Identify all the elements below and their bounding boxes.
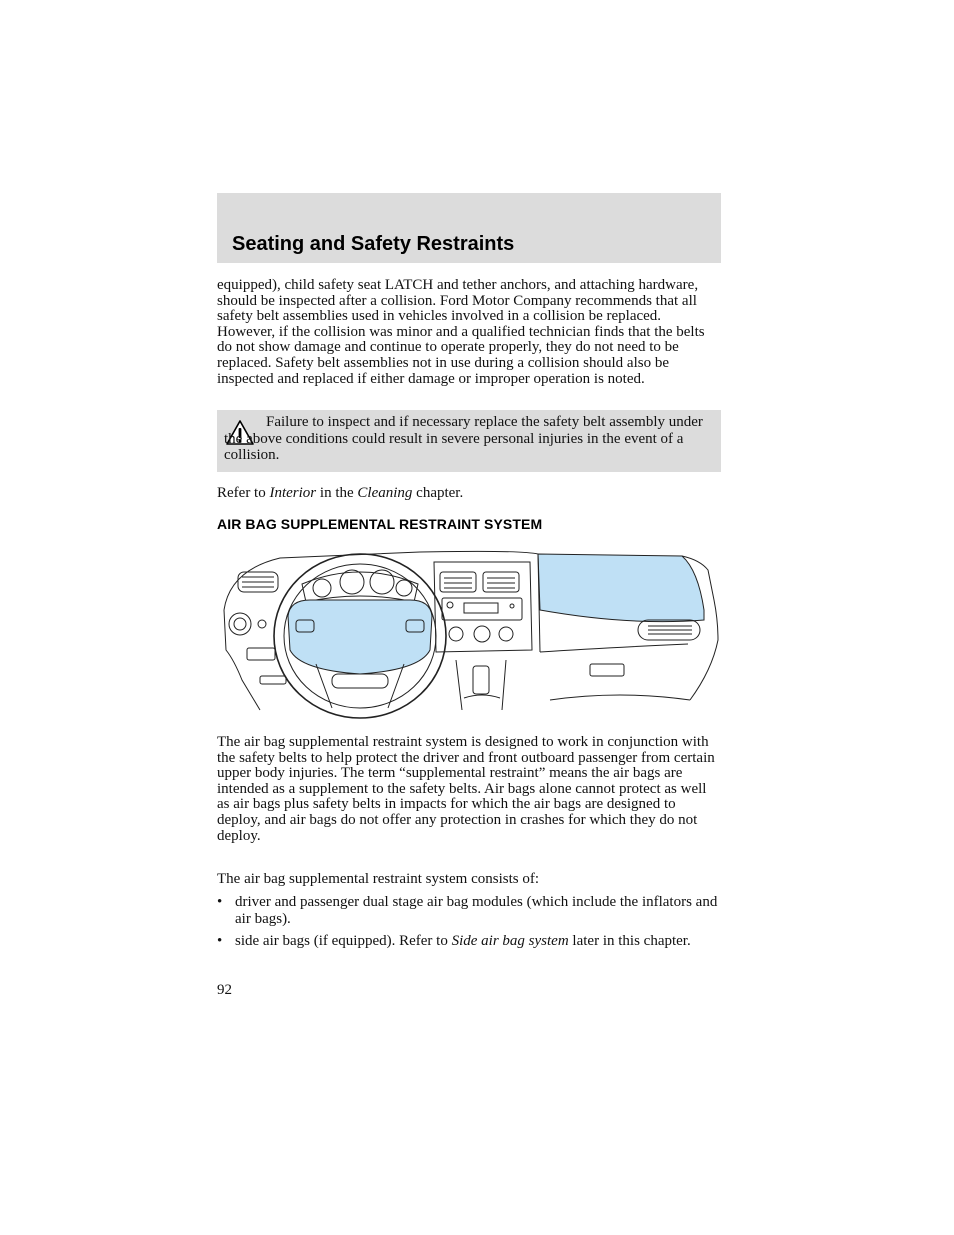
warning-text: Failure to inspect and if necessary replace the safety belt assembly under the above conditions could result in severe personal injuries in the event of a collision.	[224, 414, 703, 463]
refer-suffix: chapter.	[412, 485, 464, 501]
glove-box-latch	[590, 664, 624, 676]
refer-line	[217, 486, 722, 502]
bullet-dot: •	[217, 894, 223, 910]
section-title: Seating and Safety Restraints	[232, 233, 515, 255]
section-header-band	[217, 193, 721, 263]
body-paragraph: The air bag supplemental restraint system is designed to work in conjunction with the safety belts to help protect the driver and front outboard passenger from certain upper body injuries. The term “supplemental restraint” means the air bags are intended as a supplement to the safety belts. Air bags alone cannot protect as well as air bags plus safety belts in impacts for which the air bags are designed to deploy, and air bags do not offer any protection in crashes for which they do not deploy.	[217, 734, 715, 844]
bullet-italic-term: Side air bag system	[451, 933, 569, 949]
consists-of-line: The air bag supplemental restraint system consists of:	[217, 871, 540, 887]
section-heading: AIR BAG SUPPLEMENTAL RESTRAINT SYSTEM	[217, 516, 543, 532]
refer-middle: in the	[316, 485, 358, 501]
radio-unit	[442, 598, 522, 620]
list-item	[217, 894, 722, 927]
intro-paragraph: equipped), child safety seat LATCH and tether anchors, and attaching hardware, should be inspected after a collision. Ford Motor Company recommends that all safety belt assemblies used in vehicles involved in a collision be replaced. However, if the collision was minor and a qualified technician finds that the belts do not show damage and continue to operate properly, they do not need to be replaced. Safety belt assemblies not in use during a collision should also be inspected and replaced if either damage or improper operation is noted.	[217, 277, 705, 387]
center-vent-left	[440, 572, 476, 592]
bullet-prefix: side air bags (if equipped). Refer to	[235, 933, 452, 949]
bullet-dot: •	[217, 933, 223, 949]
headlamp-switch	[229, 613, 251, 635]
driver-airbag-hub	[288, 600, 432, 674]
center-vent-right	[483, 572, 519, 592]
dashboard-airbag-illustration	[220, 540, 720, 720]
list-item	[217, 933, 722, 950]
refer-term-cleaning: Cleaning	[357, 485, 413, 501]
refer-prefix: Refer to	[217, 485, 270, 501]
instrument-cluster	[302, 572, 418, 602]
bullet-text: driver and passenger dual stage air bag modules (which include the inflators and air bags).	[235, 894, 718, 927]
warning-box	[217, 410, 721, 472]
refer-term-interior: Interior	[269, 485, 317, 501]
bullet-text	[235, 933, 722, 950]
climate-knob-left	[449, 627, 463, 641]
bullet-suffix: later in this chapter.	[568, 933, 691, 949]
climate-knob-right	[499, 627, 513, 641]
climate-knob-center	[474, 626, 490, 642]
page-number: 92	[217, 982, 232, 998]
passenger-airbag-panel	[538, 554, 704, 622]
